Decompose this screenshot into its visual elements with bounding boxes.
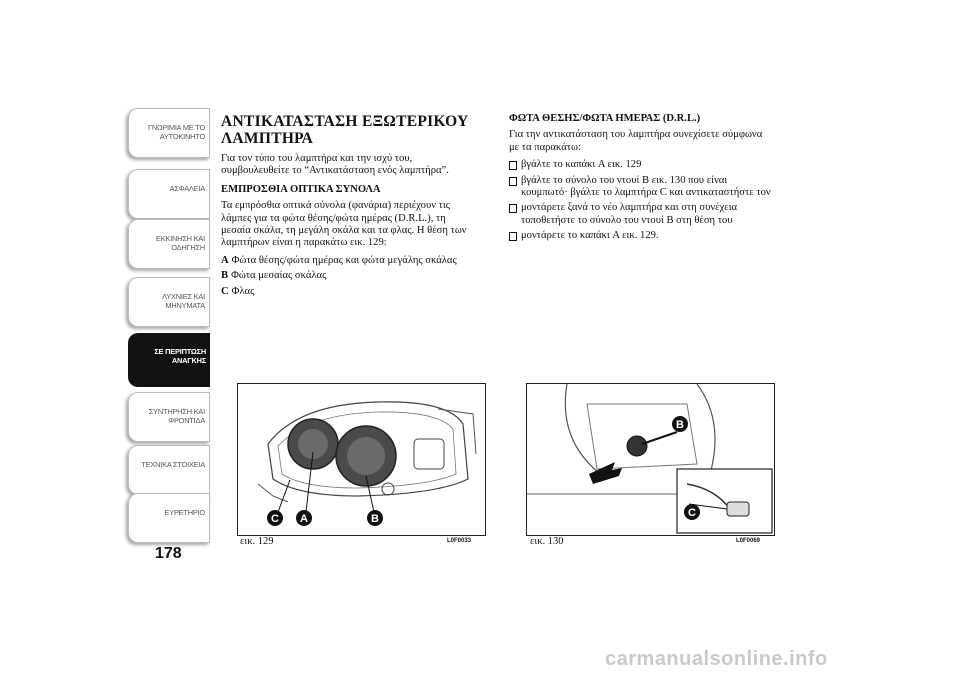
checkbox-bullet-icon [509, 204, 517, 213]
legend-text: Φώτα θέσης/φώτα ημέρας και φώτα μεγάλης σκάλας [231, 254, 457, 266]
figure-caption: εικ. 129 [240, 536, 274, 547]
callout-label: B [371, 513, 379, 525]
legend-text: Φλας [231, 285, 255, 297]
section-title: ΦΩΤΑ ΘΕΣΗΣ/ΦΩΤΑ ΗΜΕΡΑΣ (D.R.L.) [509, 113, 701, 124]
tab-label: ΣΕ ΠΕΡΙΠΤΩΣΗ ΑΝΑΓΚΗΣ [154, 347, 206, 365]
figure-bulb-socket [526, 383, 775, 536]
figure-code: L0F0033 [447, 538, 472, 544]
figure-caption: εικ. 130 [530, 536, 564, 547]
list-item [509, 230, 774, 242]
legend-item [221, 286, 476, 298]
legend-text: Φώτα μεσαίας σκάλας [231, 270, 327, 282]
bulb-socket-illustration [527, 384, 774, 535]
intro-text: Για την αντικατάσταση του λαμπτήρα συνεχίσετε σύμφωνα με τα παρακάτω: [509, 129, 763, 153]
legend-item [221, 255, 476, 267]
step-text: μοντάρετε το καπάκι A εικ. 129. [521, 230, 659, 242]
legend-item [221, 270, 476, 282]
arrow-icon [589, 462, 622, 484]
intro-text: Για τον τύπο του λαμπτήρα και την ισχύ του, συμβουλευθείτε το “Αντικατάσταση ενός λαμπτήρα”. [221, 153, 449, 177]
list-item [509, 159, 774, 171]
list-item [509, 175, 774, 200]
checkbox-bullet-icon [509, 161, 517, 170]
checkbox-bullet-icon [509, 232, 517, 241]
watermark: carmanualsonline.info [605, 648, 828, 670]
step-list [509, 159, 774, 242]
tab-label: ΤΕΧΝΙΚΑ ΣΤΟΙΧΕΙΑ [141, 460, 205, 469]
step-text: βγάλτε το σύνολο του ντουί B εικ. 130 που είναι κουμπωτό· βγάλτε το λαμπτήρα C και αντικαταστήστε τον [521, 174, 771, 199]
legend-key: B [221, 270, 229, 282]
tab-label: ΣΥΝΤΗΡΗΣΗ ΚΑΙ ΦΡΟΝΤΙΔΑ [148, 407, 205, 425]
tab-label: ΓΝΩΡΙΜΙΑ ΜΕ ΤΟ ΑΥΤΟΚΙΝΗΤΟ [147, 123, 205, 141]
right-column [509, 113, 774, 246]
page-title: ΑΝΤΙΚΑΤΑΣΤΑΣΗ ΕΞΩΤΕΡΙΚΟΥ ΛΑΜΠΤΗΡΑ [221, 113, 469, 147]
step-text: βγάλτε το καπάκι A εικ. 129 [521, 159, 642, 171]
tab-label: ΕΚΚΙΝΗΣΗ ΚΑΙ ΟΔΗΓΗΣΗ [156, 234, 205, 252]
figure-headlamp [237, 383, 486, 536]
tab-lights-messages[interactable] [128, 277, 210, 327]
tab-emergency[interactable] [128, 333, 210, 387]
callout-label: C [688, 507, 696, 519]
section-text: Τα εμπρόσθια οπτικά σύνολα (φανάρια) περιέχουν τις λάμπες για τα φώτα θέσης/φώτα ημέρας (D.R.L.), τη μεσαία σκάλα, τη μεγάλη σκάλα και τα φλας. Η θέση των λαμπτήρων είναι η παρακάτω εικ. 129: [221, 200, 467, 249]
callout-label: C [271, 513, 279, 525]
tab-label: ΛΥΧΝΙΕΣ ΚΑΙ ΜΗΝΥΜΑΤΑ [162, 292, 205, 310]
callout-label: B [676, 419, 684, 431]
checkbox-bullet-icon [509, 177, 517, 186]
tab-getting-to-know[interactable] [128, 108, 210, 158]
headlamp-illustration [238, 384, 485, 535]
legend-key: C [221, 285, 229, 297]
tab-maintenance[interactable] [128, 392, 210, 442]
step-text: μοντάρετε ξανά το νέο λαμπτήρα και στη συνέχεια τοποθετήστε το σύνολο του ντουί B στη θέση του [521, 202, 738, 226]
tab-label: ΑΣΦΑΛΕΙΑ [169, 184, 205, 193]
list-item [509, 202, 774, 227]
left-column [221, 113, 476, 301]
legend-key: A [221, 254, 229, 266]
callout-label: A [300, 513, 308, 525]
tab-safety[interactable] [128, 169, 210, 219]
tab-starting-driving[interactable] [128, 219, 210, 269]
page-number: 178 [155, 545, 182, 562]
figure-code: L0F0069 [736, 538, 761, 544]
section-title: ΕΜΠΡΟΣΘΙΑ ΟΠΤΙΚΑ ΣΥΝΟΛΑ [221, 183, 381, 195]
tab-index[interactable] [128, 493, 210, 543]
tab-technical-data[interactable] [128, 445, 210, 495]
tab-label: ΕΥΡΕΤΗΡΙΟ [164, 508, 205, 517]
